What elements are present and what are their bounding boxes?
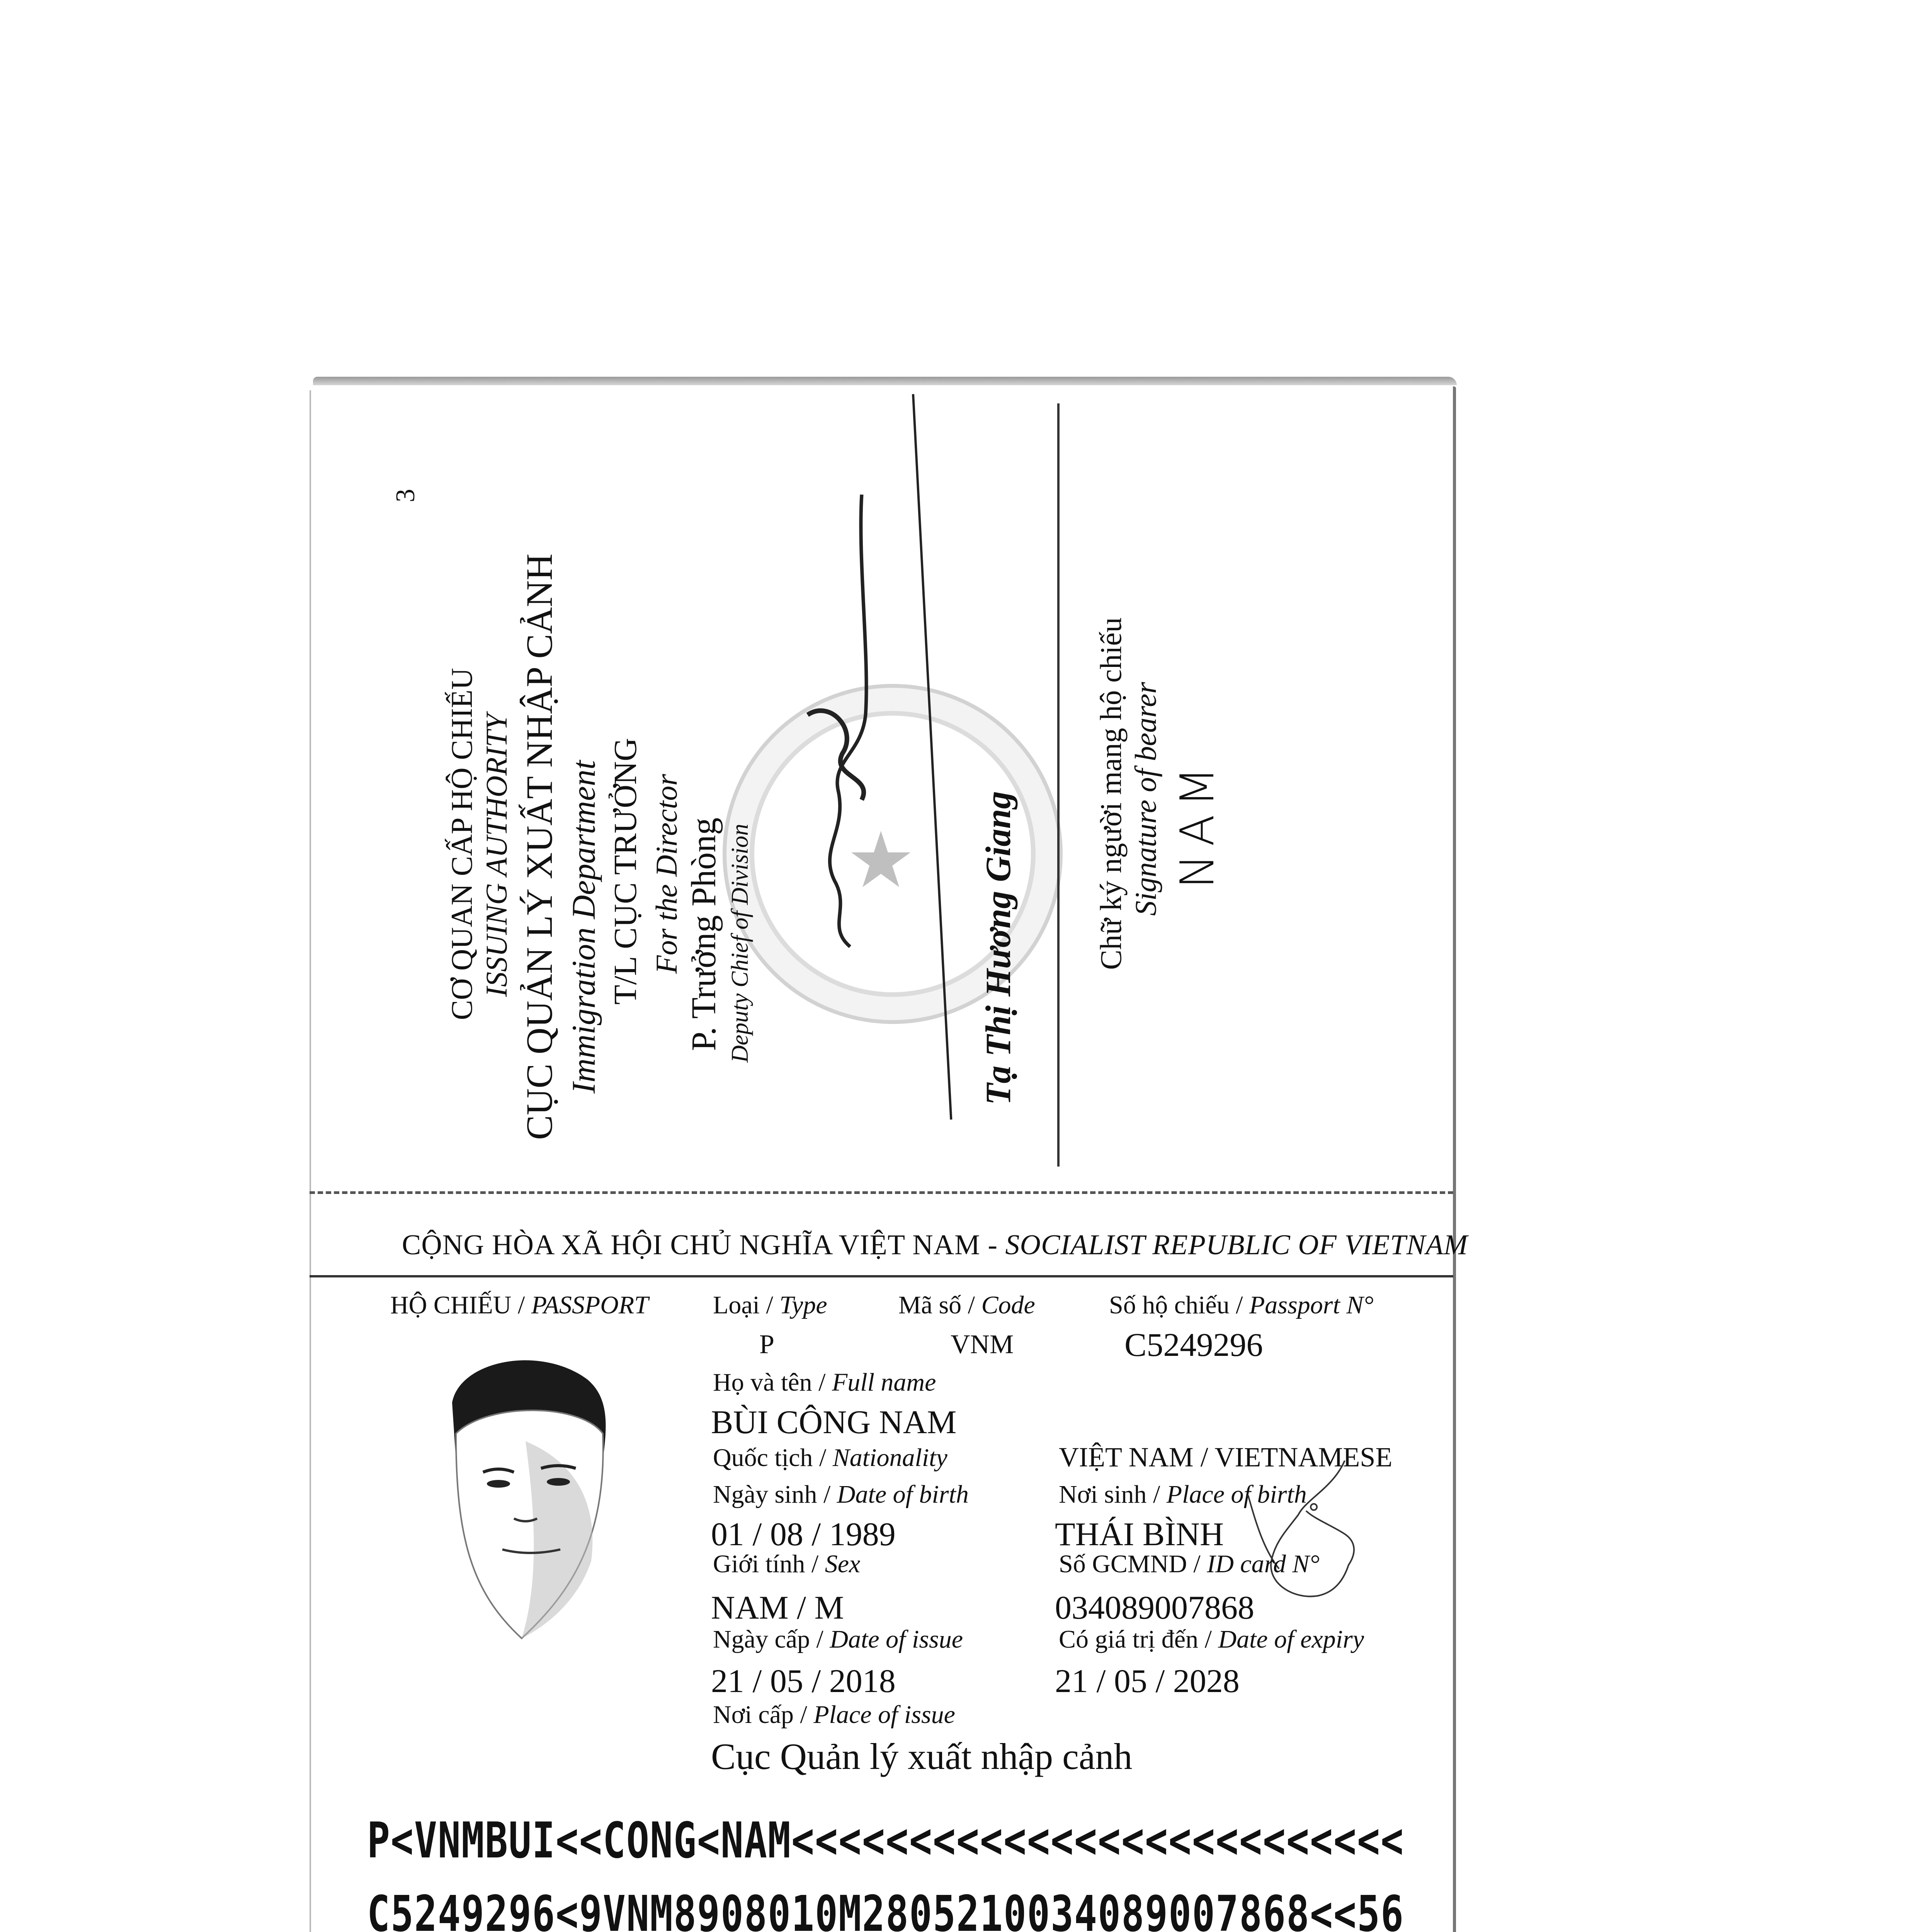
bearer-signature: NAM <box>1171 759 1225 889</box>
header-rule <box>310 1275 1453 1277</box>
place-of-issue-label-en: Place of issue <box>813 1701 955 1729</box>
passport-no-label-en: Passport N° <box>1249 1291 1374 1319</box>
page-top-edge <box>313 377 1457 385</box>
place-of-issue-label: Nơi cấp / Place of issue <box>713 1701 955 1729</box>
type-label-en: Type <box>779 1291 827 1319</box>
full-name-value: BÙI CÔNG NAM <box>711 1403 957 1440</box>
date-of-issue-label: Ngày cấp / Date of issue <box>713 1625 963 1653</box>
place-of-issue-label-vi: Nơi cấp <box>713 1701 794 1729</box>
issuing-authority-vi: CƠ QUAN CẤP HỘ CHIẾU <box>445 668 478 1020</box>
nationality-label-en: Nationality <box>832 1444 947 1472</box>
department-en: Immigration Department <box>565 760 602 1094</box>
page-left-edge <box>310 390 311 1932</box>
sex-label-vi: Giới tính <box>713 1550 805 1578</box>
document-label: HỘ CHIẾU / PASSPORT <box>390 1291 648 1319</box>
code-label: Mã số / Code <box>898 1291 1035 1319</box>
code-label-vi: Mã số <box>898 1291 962 1319</box>
passport-no-label-vi: Số hộ chiếu <box>1109 1291 1230 1319</box>
date-of-expiry-label-vi: Có giá trị đến <box>1059 1625 1199 1653</box>
date-of-birth-label: Ngày sinh / Date of birth <box>713 1480 969 1509</box>
nationality-label: Quốc tịch / Nationality <box>713 1444 947 1472</box>
passport-no-label: Số hộ chiếu / Passport N° <box>1109 1291 1374 1319</box>
place-of-birth-label-vi: Nơi sinh <box>1059 1480 1147 1509</box>
department-vi: CỤC QUẢN LÝ XUẤT NHẬP CẢNH <box>519 553 560 1140</box>
id-card-no-label: Số GCMND / ID card N° <box>1059 1550 1320 1578</box>
place-of-birth-value: THÁI BÌNH <box>1055 1515 1224 1553</box>
page-right-edge <box>1453 386 1456 1932</box>
id-card-no-label-en: ID card N° <box>1207 1550 1320 1578</box>
holder-photo-icon <box>425 1345 626 1677</box>
mrz-line-2: C5249296<9VNM8908010M2805210034089007868<<56 <box>367 1886 1405 1932</box>
date-of-expiry-label: Có giá trị đến / Date of expiry <box>1059 1625 1364 1653</box>
officer-title-en: Deputy Chief of Division <box>727 823 753 1063</box>
page-fold-divider <box>310 1191 1453 1194</box>
date-of-issue-value: 21 / 05 / 2018 <box>711 1662 896 1699</box>
sex-label: Giới tính / Sex <box>713 1550 861 1578</box>
date-of-issue-label-en: Date of issue <box>830 1625 963 1653</box>
bearer-signature-label-vi: Chữ ký người mang hộ chiếu <box>1094 617 1128 970</box>
mrz-line-1: P<VNMBUI<<CONG<NAM<<<<<<<<<<<<<<<<<<<<<<<<<< <box>367 1812 1405 1870</box>
country-header <box>402 1229 1468 1262</box>
place-of-issue-value: Cục Quản lý xuất nhập cảnh <box>711 1736 1133 1777</box>
date-of-birth-value: 01 / 08 / 1989 <box>711 1515 896 1553</box>
signature-divider-line <box>1057 403 1060 1167</box>
page-number: 3 <box>391 489 420 502</box>
date-of-birth-label-vi: Ngày sinh <box>713 1480 817 1509</box>
date-of-expiry-value: 21 / 05 / 2028 <box>1055 1662 1240 1699</box>
issuing-authority-en: ISSUING AUTHORITY <box>480 713 513 997</box>
type-label: Loại / Type <box>713 1291 827 1319</box>
type-label-vi: Loại <box>713 1291 760 1319</box>
id-card-no-value: 034089007868 <box>1055 1589 1254 1626</box>
country-header-vi: CỘNG HÒA XÃ HỘI CHỦ NGHĨA VIỆT NAM <box>402 1229 980 1261</box>
header-separator: - <box>980 1229 1005 1261</box>
full-name-label-en: Full name <box>832 1368 936 1396</box>
for-director-vi: T/L CỤC TRƯỞNG <box>607 738 643 1005</box>
passport-no-value: C5249296 <box>1124 1326 1263 1363</box>
code-label-en: Code <box>981 1291 1035 1319</box>
bearer-signature-label-en: Signature of bearer <box>1129 682 1162 916</box>
full-name-label: Họ và tên / Full name <box>713 1368 936 1396</box>
date-of-birth-label-en: Date of birth <box>837 1480 969 1509</box>
place-of-birth-label-en: Place of birth <box>1166 1480 1307 1509</box>
officer-signature-icon <box>773 483 966 1140</box>
type-value: P <box>759 1330 774 1359</box>
document-label-vi: HỘ CHIẾU <box>390 1291 512 1319</box>
officer-title-vi: P. Trưởng Phòng <box>685 817 723 1051</box>
country-header-en: SOCIALIST REPUBLIC OF VIETNAM <box>1005 1229 1468 1261</box>
date-of-issue-label-vi: Ngày cấp <box>713 1625 810 1653</box>
full-name-label-vi: Họ và tên <box>713 1368 812 1396</box>
sex-label-en: Sex <box>825 1550 861 1578</box>
sex-value: NAM / M <box>711 1589 844 1626</box>
place-of-birth-label: Nơi sinh / Place of birth <box>1059 1480 1307 1509</box>
code-value: VNM <box>951 1330 1014 1359</box>
nationality-value: VIỆT NAM / VIETNAMESE <box>1059 1442 1393 1473</box>
star-icon: ★ <box>846 818 916 904</box>
nationality-label-vi: Quốc tịch <box>713 1444 813 1472</box>
document-label-en: PASSPORT <box>531 1291 648 1319</box>
id-card-no-label-vi: Số GCMND <box>1059 1550 1187 1578</box>
officer-name: Tạ Thị Hương Giang <box>978 791 1018 1105</box>
date-of-expiry-label-en: Date of expiry <box>1218 1625 1364 1653</box>
for-director-en: For the Director <box>650 774 683 974</box>
